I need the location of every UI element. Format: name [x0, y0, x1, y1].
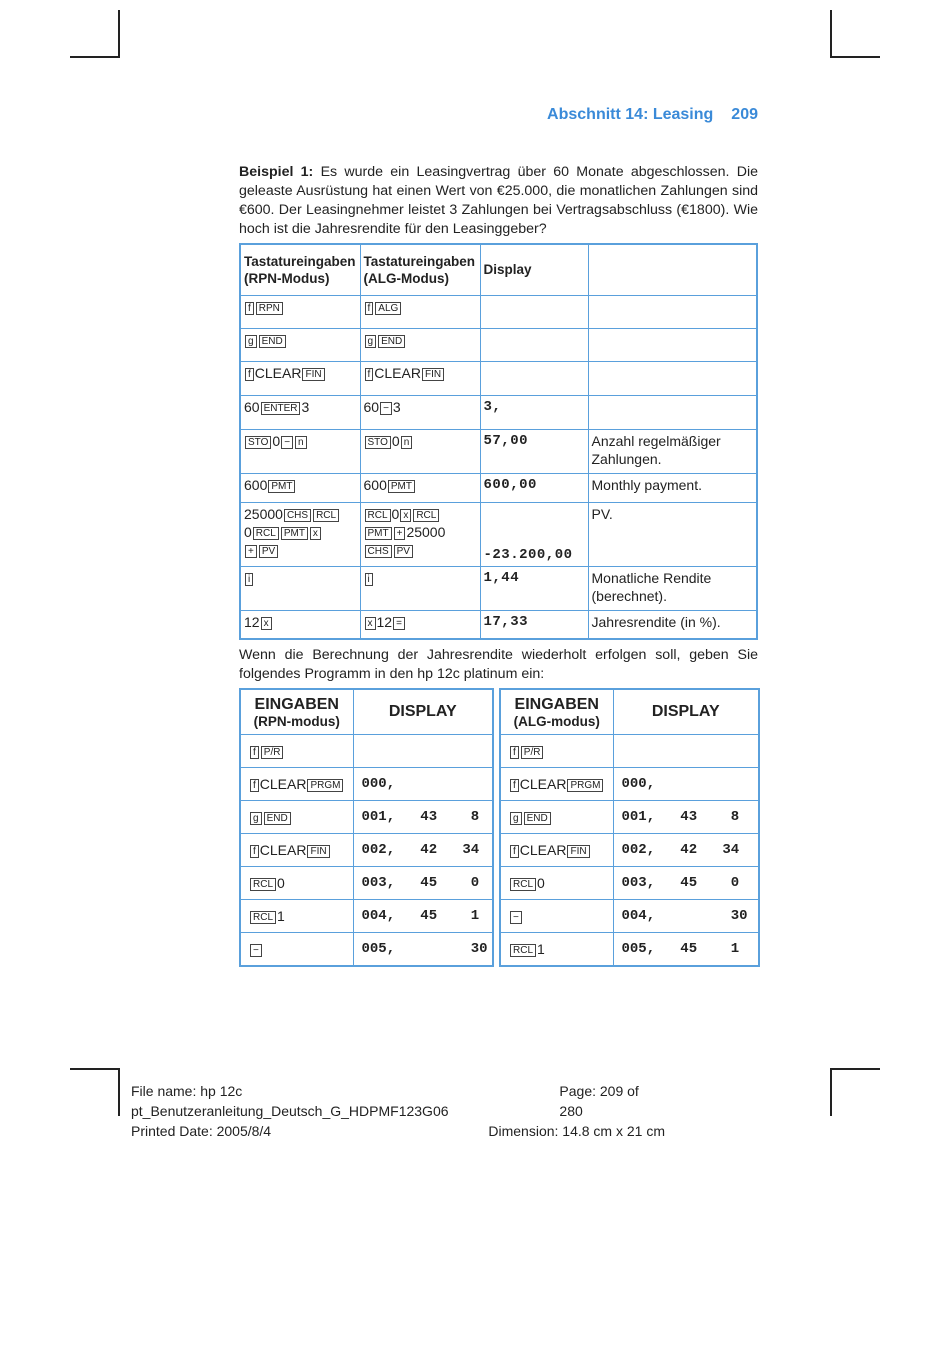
header-display: Display [480, 244, 588, 295]
alg-keys [360, 295, 480, 328]
program-keys [240, 933, 353, 967]
step-note: Monthly payment. [588, 473, 757, 502]
keystroke-text: 0 [277, 875, 285, 891]
alg-keys [360, 429, 480, 473]
program-table-rpn [239, 688, 494, 967]
running-header [547, 106, 758, 124]
keystroke-text: 0 [272, 432, 281, 449]
keystroke-text: CLEAR [519, 776, 567, 792]
key-f-icon: f [510, 779, 519, 792]
rpn-keys [240, 473, 360, 502]
table-row [240, 735, 493, 768]
key-pv-icon: PV [259, 545, 278, 558]
rpn-keys [240, 295, 360, 328]
keystroke-text: 12 [244, 613, 260, 630]
key-i-icon: i [365, 573, 373, 586]
key-pmt-icon: PMT [365, 527, 392, 540]
key-rcl-icon: RCL [250, 878, 276, 891]
key-pr-icon: P/R [261, 746, 284, 759]
table-row [240, 395, 757, 429]
footer-printed: Printed Date: 2005/8/4 [131, 1123, 272, 1139]
keystroke-text: 1 [537, 941, 545, 957]
step-note [588, 328, 757, 361]
keystroke-text: 60 [244, 398, 260, 415]
key-chs-icon: CHS [284, 509, 311, 522]
crop-mark [830, 1068, 880, 1070]
keystroke-text: 60 [363, 398, 380, 415]
key-f-icon: f [250, 746, 259, 759]
key-fin-icon: FIN [422, 368, 444, 381]
key-g-icon: g [365, 335, 377, 348]
display-value: -23.200,00 [480, 502, 588, 566]
table-row [240, 867, 493, 900]
keystroke-table [239, 243, 758, 640]
rpn-keys [240, 610, 360, 639]
footer-filename: File name: hp 12c pt_Benutzeranleitung_Deutsch_G_HDPMF123G06 [131, 1083, 449, 1119]
print-footer [131, 1081, 665, 1141]
display-value: 3, [480, 395, 588, 429]
key-g-icon: g [245, 335, 257, 348]
key-rpn-icon: RPN [256, 302, 283, 315]
key-f-icon: f [250, 845, 259, 858]
table-row [240, 801, 493, 834]
step-note: Monatliche Rendite (berechnet). [588, 566, 757, 610]
key-f-icon: f [365, 368, 374, 381]
step-note: Jahresrendite (in %). [588, 610, 757, 639]
alg-keys [360, 502, 480, 566]
key-f-icon: f [510, 845, 519, 858]
key-i-icon: i [245, 573, 253, 586]
key-rcl-icon: RCL [510, 878, 536, 891]
display-value [480, 361, 588, 395]
program-display: 001, 43 8 [613, 801, 759, 834]
key-x-icon: x [365, 617, 376, 630]
alg-keys [360, 328, 480, 361]
key-end-icon: END [264, 812, 291, 825]
crop-mark [118, 1068, 120, 1116]
program-intro: Wenn die Berechnung der Jahresrendite wiederholt erfolgen soll, geben Sie folgendes Programm in den hp 12c platinum ein: [239, 647, 758, 682]
table-row [240, 429, 757, 473]
step-note [588, 295, 757, 328]
keystroke-text: 600 [244, 476, 268, 493]
table-row [500, 768, 759, 801]
table-row [240, 295, 757, 328]
example-intro [239, 163, 758, 239]
alg-keys [360, 395, 480, 429]
program-display: 004, 30 [613, 900, 759, 933]
example-label: Beispiel 1: [239, 164, 314, 180]
crop-mark [830, 1068, 832, 1116]
key-prgm-icon: PRGM [307, 779, 343, 792]
key-rcl-icon: RCL [413, 509, 439, 522]
footer-dimension: Dimension: 14.8 cm x 21 cm [488, 1123, 665, 1139]
key-sto-icon: STO [365, 436, 391, 449]
key-alg-icon: ALG [375, 302, 401, 315]
program-table-alg [499, 688, 760, 967]
program-keys [240, 735, 353, 768]
program-keys [240, 834, 353, 867]
program-header-input: EINGABEN (ALG-modus) [500, 689, 613, 735]
key-f-icon: f [250, 779, 259, 792]
table-row [240, 361, 757, 395]
table-row [240, 834, 493, 867]
alg-keys [360, 473, 480, 502]
program-display: 003, 45 0 [613, 867, 759, 900]
example-text: Es wurde ein Leasingvertrag über 60 Monate abgeschlossen. Die geleaste Ausrüstung hat einen Wert von €25.000, die monatlichen Zahlungen sind €600. Der Leasingnehmer leistet 3 Zahlungen bei Vertragsabschluss (€1800). Wie hoch ist die Jahresrendite für den Leasinggeber? [239, 164, 758, 237]
keystroke-text: CLEAR [254, 364, 302, 381]
program-header-display: DISPLAY [353, 689, 493, 735]
rpn-keys [240, 502, 360, 566]
program-keys [500, 933, 613, 967]
key-f-icon: f [245, 302, 254, 315]
alg-keys [360, 566, 480, 610]
keystroke-text: 3 [392, 398, 401, 415]
crop-mark [70, 1068, 120, 1070]
step-note [588, 361, 757, 395]
table-row [500, 735, 759, 768]
table-row [500, 834, 759, 867]
key-pmt-icon: PMT [388, 480, 415, 493]
keystroke-text: CLEAR [519, 842, 567, 858]
table-row [240, 933, 493, 967]
table-row [240, 768, 493, 801]
program-display [353, 735, 493, 768]
key-rcl-icon: RCL [253, 527, 279, 540]
key-x-icon: x [261, 617, 272, 630]
alg-keys [360, 610, 480, 639]
key-sto-icon: STO [245, 436, 271, 449]
key-f-icon: f [245, 368, 254, 381]
key-plus-icon: + [245, 545, 257, 558]
rpn-keys [240, 328, 360, 361]
program-keys [240, 900, 353, 933]
crop-mark [70, 56, 120, 58]
program-display: 002, 42 34 [353, 834, 493, 867]
key-rcl-icon: RCL [365, 509, 391, 522]
keystroke-text: 0 [391, 432, 400, 449]
footer-page: Page: 209 of 280 [559, 1083, 639, 1119]
key-rcl-icon: RCL [313, 509, 339, 522]
key-fin-icon: FIN [307, 845, 329, 858]
display-value: 600,00 [480, 473, 588, 502]
step-note: PV. [588, 502, 757, 566]
key-pmt-icon: PMT [281, 527, 308, 540]
key-n-icon: n [401, 436, 413, 449]
keystroke-text: 25000 [406, 523, 446, 540]
keystroke-text: 12 [376, 613, 393, 630]
key-fin-icon: FIN [567, 845, 589, 858]
program-keys [500, 735, 613, 768]
table-row [500, 801, 759, 834]
display-value: 57,00 [480, 429, 588, 473]
key-f-icon: f [510, 746, 519, 759]
key-g-icon: g [510, 812, 522, 825]
key-pr-icon: P/R [521, 746, 544, 759]
program-display: 000, [613, 768, 759, 801]
key-chs-icon: CHS [365, 545, 392, 558]
keystroke-text: 600 [363, 476, 387, 493]
keystroke-text: 1 [277, 908, 285, 924]
key-prgm-icon: PRGM [567, 779, 603, 792]
keystroke-text: 0 [244, 523, 252, 540]
keystroke-text: CLEAR [259, 776, 307, 792]
display-value: 17,33 [480, 610, 588, 639]
table-row [240, 900, 493, 933]
table-row [500, 867, 759, 900]
key-x-icon: x [400, 509, 411, 522]
key-minus-icon: − [380, 402, 392, 415]
section-title: Abschnitt 14: Leasing [547, 106, 714, 123]
key-minus-icon: − [281, 436, 293, 449]
key-f-icon: f [365, 302, 374, 315]
key-x-icon: x [310, 527, 321, 540]
crop-mark [830, 56, 880, 58]
program-header-display: DISPLAY [613, 689, 759, 735]
rpn-keys [240, 429, 360, 473]
program-display [613, 735, 759, 768]
program-keys [500, 867, 613, 900]
program-header-input: EINGABEN (RPN-modus) [240, 689, 353, 735]
key-end-icon: END [259, 335, 286, 348]
key-plus-icon: + [394, 527, 406, 540]
program-keys [240, 768, 353, 801]
table-row [500, 933, 759, 967]
header-note [588, 244, 757, 295]
program-display: 001, 43 8 [353, 801, 493, 834]
keystroke-text: 25000 [244, 505, 283, 522]
key-end-icon: END [378, 335, 405, 348]
keystroke-text: 0 [537, 875, 545, 891]
keystroke-text: CLEAR [374, 364, 421, 381]
display-value [480, 295, 588, 328]
program-display: 005, 45 1 [613, 933, 759, 967]
page-number: 209 [731, 106, 758, 123]
key-n-icon: n [295, 436, 307, 449]
table-row [240, 502, 757, 566]
rpn-keys [240, 361, 360, 395]
key-enter-icon: ENTER [261, 402, 301, 415]
header-rpn: Tastatureingaben (RPN-Modus) [240, 244, 360, 295]
header-alg: Tastatureingaben (ALG-Modus) [360, 244, 480, 295]
program-display: 005, 30 [353, 933, 493, 967]
table-row [240, 566, 757, 610]
step-note [588, 395, 757, 429]
key-minus-icon: − [510, 911, 522, 924]
display-value: 1,44 [480, 566, 588, 610]
program-display: 003, 45 0 [353, 867, 493, 900]
key-rcl-icon: RCL [250, 911, 276, 924]
crop-mark [118, 10, 120, 58]
program-keys [240, 867, 353, 900]
key-pmt-icon: PMT [268, 480, 295, 493]
program-display: 002, 42 34 [613, 834, 759, 867]
rpn-keys [240, 395, 360, 429]
program-keys [500, 768, 613, 801]
keystroke-text: CLEAR [259, 842, 307, 858]
table-row [500, 900, 759, 933]
step-note: Anzahl regelmäßiger Zahlungen. [588, 429, 757, 473]
keystroke-text: 3 [301, 398, 310, 415]
keystroke-text: 0 [391, 505, 400, 522]
alg-keys [360, 361, 480, 395]
display-value [480, 328, 588, 361]
key-g-icon: g [250, 812, 262, 825]
program-display: 000, [353, 768, 493, 801]
program-display: 004, 45 1 [353, 900, 493, 933]
rpn-keys [240, 566, 360, 610]
key-rcl-icon: RCL [510, 944, 536, 957]
table-row [240, 610, 757, 639]
program-keys [500, 834, 613, 867]
program-keys [500, 801, 613, 834]
table-row [240, 328, 757, 361]
program-keys [240, 801, 353, 834]
crop-mark [830, 10, 832, 58]
key-equals-icon: = [393, 617, 405, 630]
key-fin-icon: FIN [302, 368, 324, 381]
key-end-icon: END [524, 812, 551, 825]
key-minus-icon: − [250, 944, 262, 957]
program-keys [500, 900, 613, 933]
key-pv-icon: PV [394, 545, 413, 558]
table-row [240, 473, 757, 502]
